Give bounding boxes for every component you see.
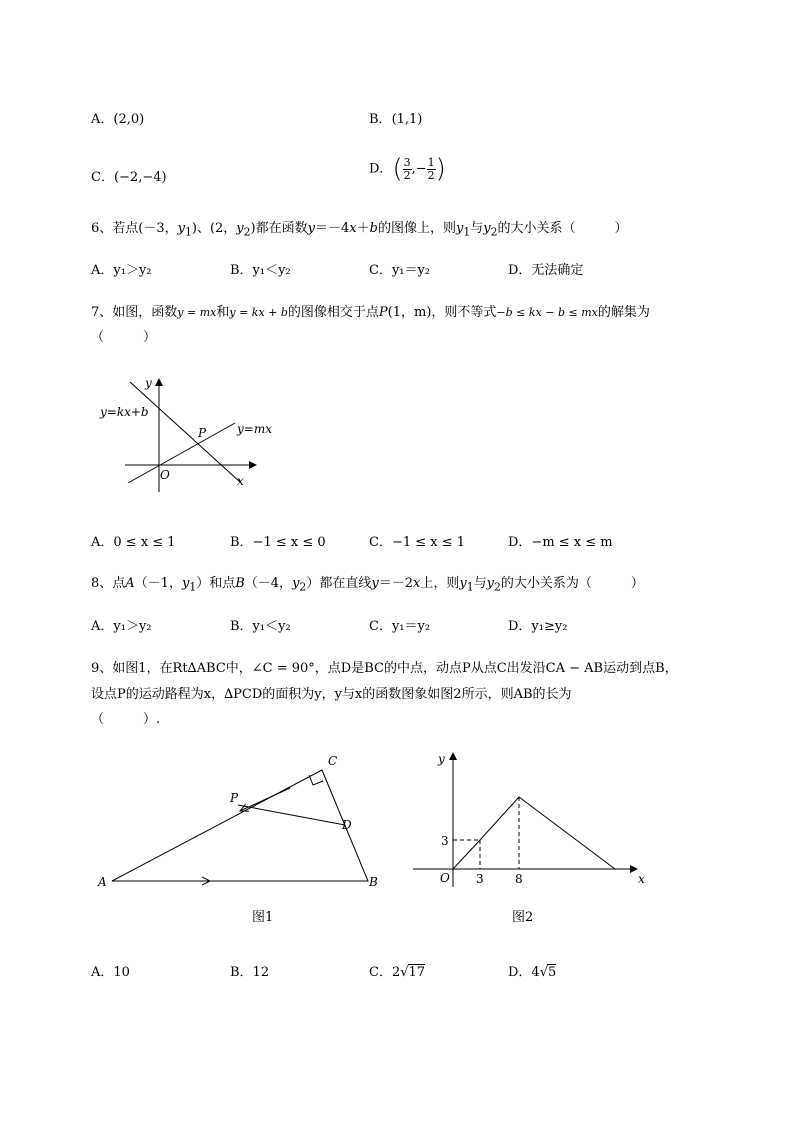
vertex-a-label: A: [98, 875, 107, 889]
tick-y-3: 3: [441, 834, 449, 848]
line-mx: [128, 423, 235, 483]
origin-label: O: [160, 468, 170, 482]
q8-option-a: A．y₁＞y₂: [91, 619, 152, 634]
fraction: $\frac{3}{2}$: [403, 155, 411, 182]
option-value: (−2,−4): [113, 170, 167, 185]
q7-option-d: D．−m ≤ x ≤ m: [508, 535, 613, 550]
option-label: C．: [91, 170, 114, 185]
q8-option-d: D．y₁≥y₂: [508, 619, 568, 634]
q6-stem: 6、若点(－3，$y_1$)、(2，$y_2$)都在函数y＝－4x＋b的图像上，则$y_1$与$y_2$的大小关系（ ）: [91, 221, 628, 239]
q9-stem-line1: 9、如图1，在Rt∆ABC中，∠C = 90°，点D是BC的中点，动点P从点C出发沿CA − AB运动到点B，: [91, 661, 678, 676]
figure-1-caption: 图1: [252, 910, 274, 925]
option-label: D．: [369, 161, 393, 177]
direction-arrow-ca: [240, 788, 290, 811]
q7-option-a: A．0 ≤ x ≤ 1: [91, 535, 176, 550]
q8-stem: 8、点A（－1，$y_1$）和点B（－4，$y_2$）都在直线y＝－2x上，则$y_1$与$y_2$的大小关系为（ ）: [91, 576, 644, 594]
q9-figure-1: [90, 745, 390, 930]
point-d-label: D: [342, 818, 352, 832]
q9-option-b: B．12: [230, 965, 270, 980]
q6-option-b: B．y₁＜y₂: [230, 263, 291, 278]
q9-option-d: D．4√5: [508, 965, 557, 980]
vertex-c-label: C: [328, 754, 338, 768]
option-label: A．: [91, 112, 114, 127]
q7-answer-paren: （ ）: [91, 330, 157, 345]
q8-option-b: B．y₁＜y₂: [230, 619, 291, 634]
line2-label: y=mx: [237, 422, 272, 436]
fraction: $\frac{1}{2}$: [427, 155, 435, 182]
q9-option-a: A．10: [91, 965, 130, 980]
q5-option-a: [91, 108, 144, 127]
q7-option-b: B．−1 ≤ x ≤ 0: [230, 535, 326, 550]
right-paren: ): [435, 154, 446, 184]
point-p-label: P: [198, 426, 207, 440]
y-axis-label: y: [438, 752, 445, 766]
q7-stem: 7、如图，函数y = mx和y = kx + b的图像相交于点P(1，m)，则不等式−b ≤ kx − b ≤ mx的解集为: [91, 305, 650, 320]
vertex-b-label: B: [369, 875, 378, 889]
q5-option-c: [91, 166, 167, 185]
right-angle-mark: [309, 775, 323, 785]
option-label: B．: [369, 112, 392, 127]
q8-option-c: C．y₁＝y₂: [369, 619, 431, 634]
option-value: (1,1): [391, 112, 423, 127]
triangle-abc: [112, 770, 368, 881]
point-p-label: P: [230, 791, 239, 805]
figure-2-caption: 图2: [512, 910, 534, 925]
tick-x-3: 3: [476, 872, 484, 886]
line1-label: y=kx+b: [100, 405, 149, 419]
segment-pd: [238, 805, 345, 825]
q6-option-d: D．无法确定: [508, 263, 584, 278]
sqrt-sign: √: [400, 965, 409, 980]
tick-x-8: 8: [515, 872, 523, 886]
option-value: (2,0): [113, 112, 145, 127]
sqrt-sign: √: [539, 965, 548, 980]
q9-figure-2: [405, 745, 655, 930]
left-paren: (: [392, 154, 403, 184]
function-graph: [453, 797, 615, 869]
q9-answer-paren: （ ）.: [91, 712, 161, 727]
origin-label: O: [440, 871, 450, 885]
q6-option-a: A．y₁＞y₂: [91, 263, 152, 278]
y-axis-label: y: [145, 376, 152, 390]
q9-option-c: C．2√17: [369, 965, 426, 980]
q5-option-b: [369, 108, 422, 127]
q7-option-c: C．−1 ≤ x ≤ 1: [369, 535, 466, 550]
x-axis-label: x: [638, 872, 645, 886]
q6-option-c: C．y₁＝y₂: [369, 263, 431, 278]
line-kx-plus-b: [130, 382, 240, 482]
q7-graph: [90, 370, 290, 495]
x-axis-label: x: [237, 474, 244, 488]
q9-stem-line2: 设点P的运动路程为x，∆PCD的面积为y，y与x的函数图象如图2所示，则AB的长为: [91, 687, 572, 702]
q5-option-d: D．( $\frac{3}{2}$ ,− $\frac{1}{2}$ ): [369, 154, 446, 184]
